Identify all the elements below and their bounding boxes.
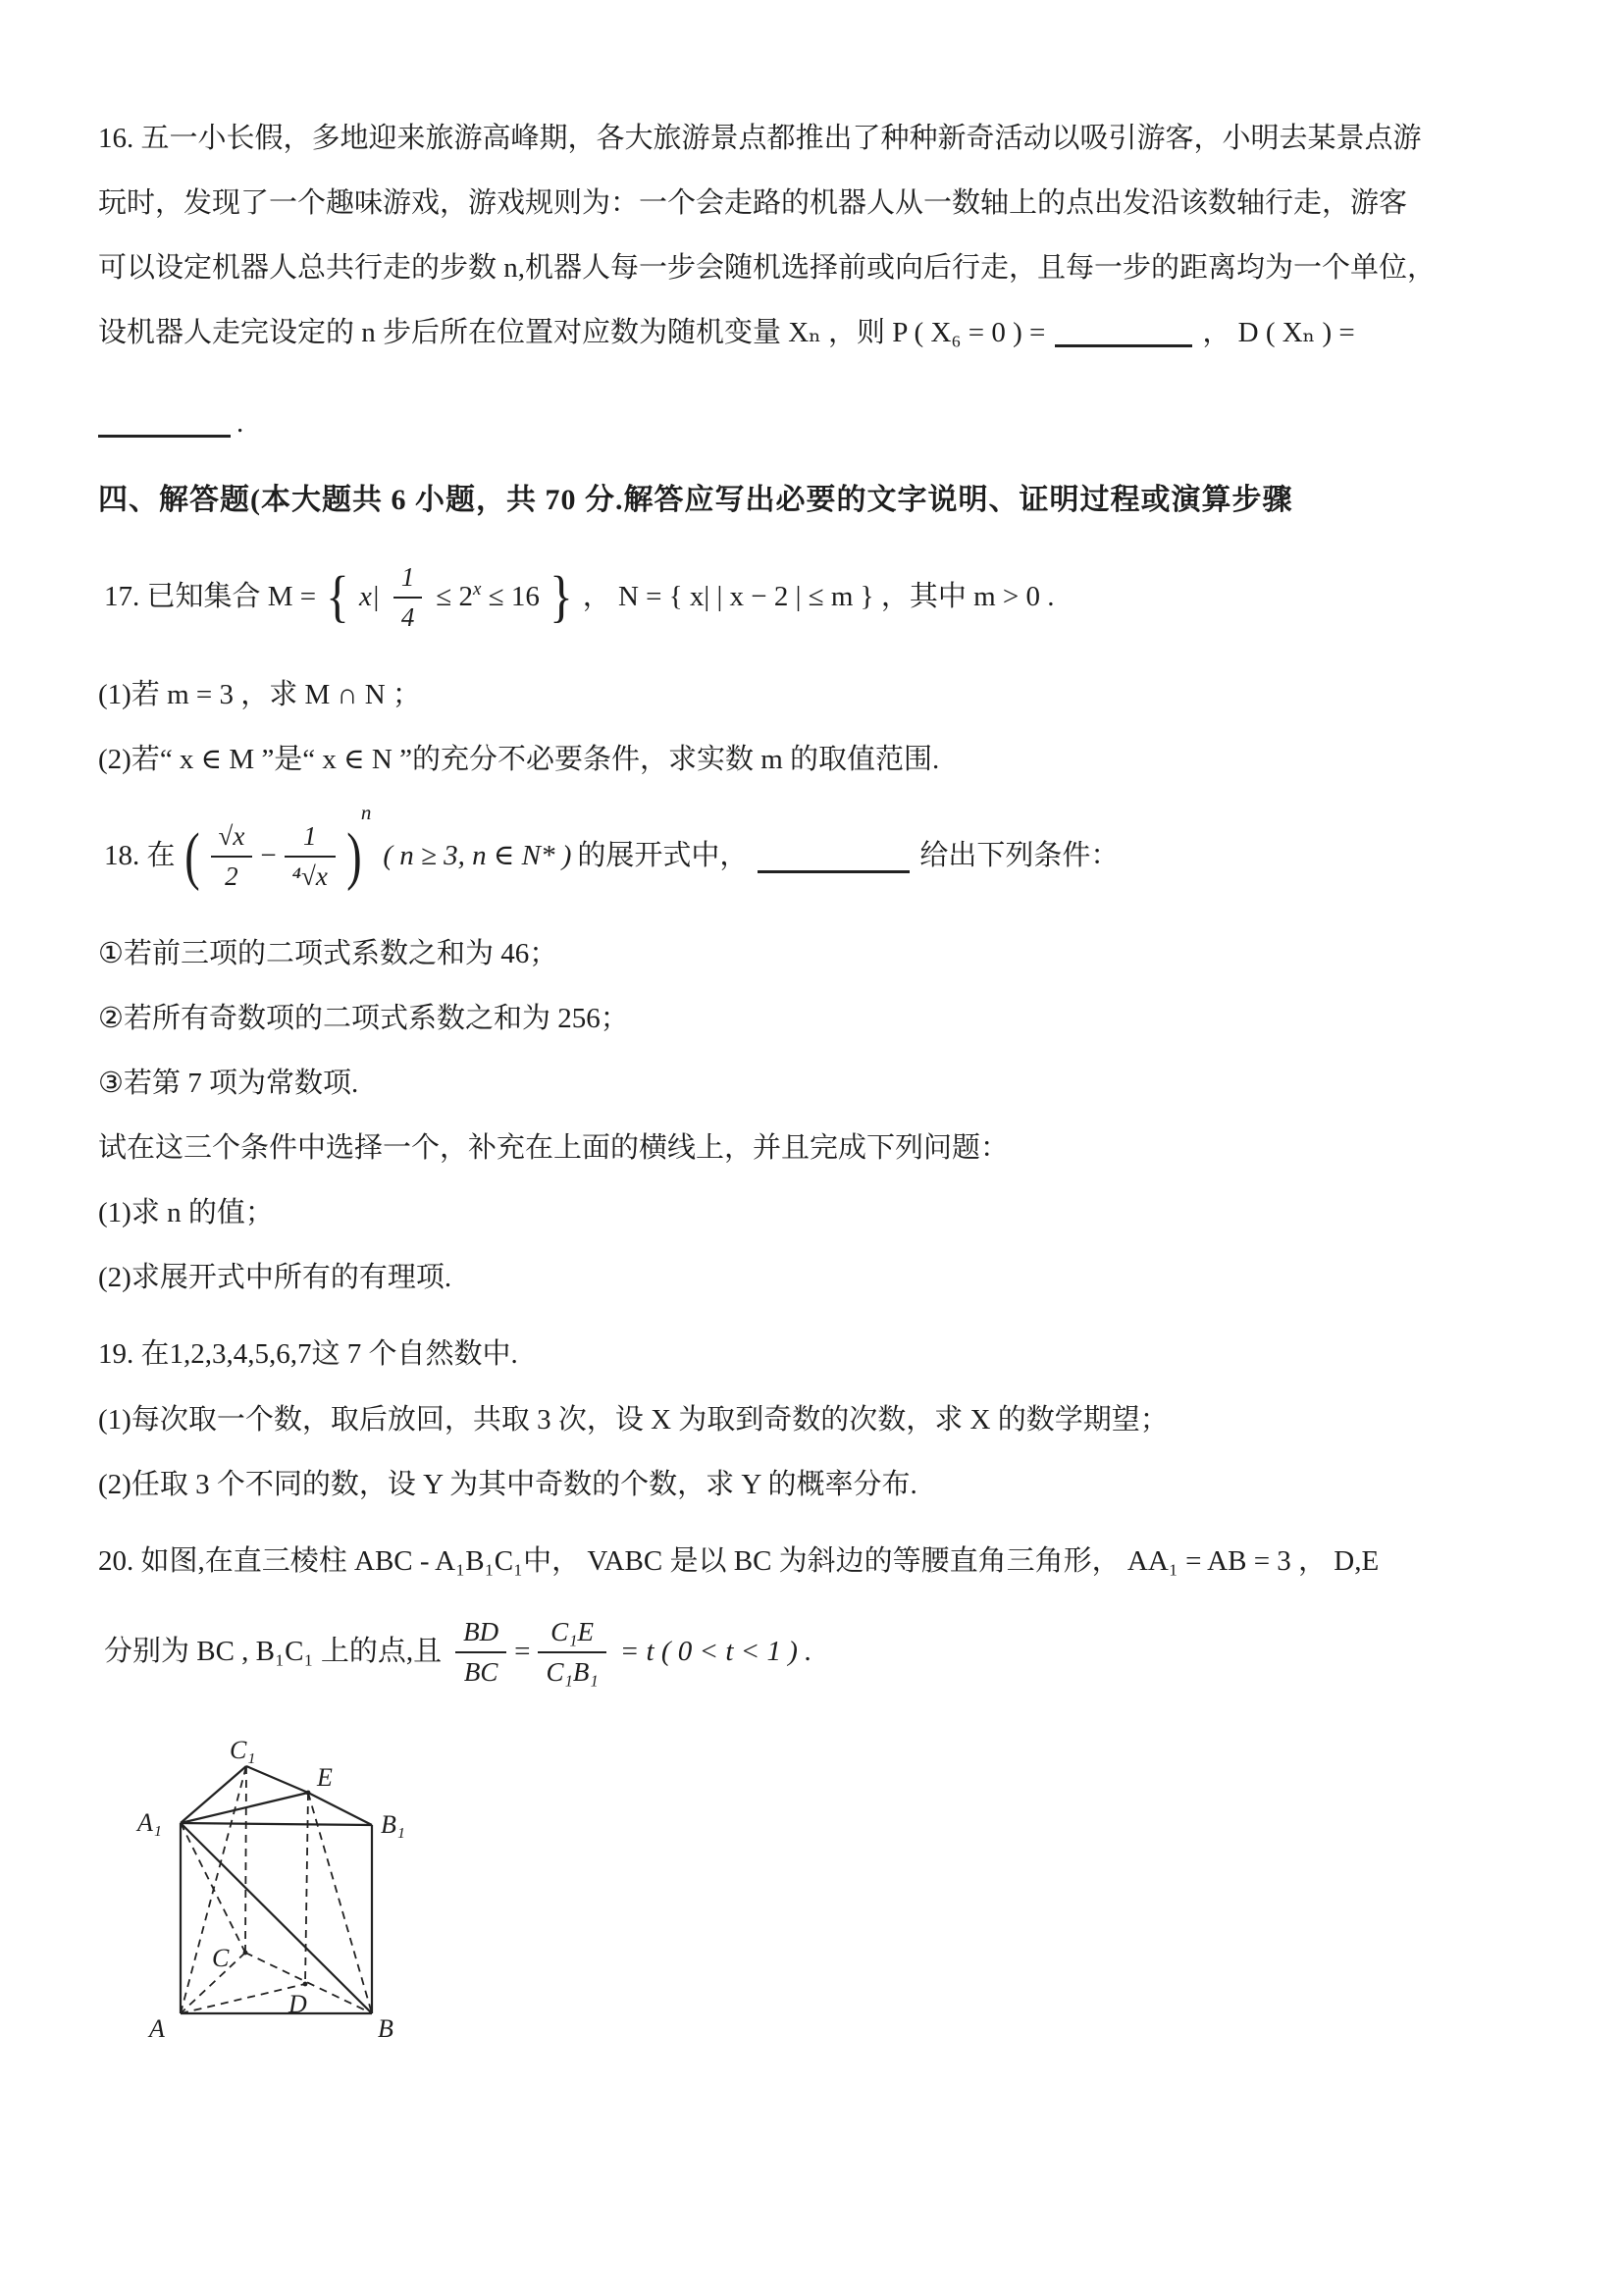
q16-line3: 可以设定机器人总共行走的步数 n,机器人每一步会随机选择前或向后行走，且每一步的距离均为一个单位， — [98, 252, 1437, 285]
q16-line1: 16. 五一小长假，多地迎来旅游高峰期，各大旅游景点都推出了种种新奇活动以吸引游客，小明去某景点游 — [98, 123, 1422, 154]
question-17 — [98, 539, 1525, 792]
q20-line2-prefix: 分别为 BC , B₁C₁ 上的点,且 — [104, 1636, 443, 1668]
q19-item-1: (1)每次取一个数，取后放回，共取 3 次，设 X 为取到奇数的次数，求 X 的数学期望； — [98, 1403, 1169, 1435]
q18-item-1: (1)求 n 的值； — [98, 1197, 274, 1229]
q17-item-2: (2)若“ x ∈ M ”是“ x ∈ N ”的充分不必要条件，求实数 m 的取值范围. — [98, 743, 940, 775]
question-20 — [98, 1529, 1525, 2075]
vertex-label-b: B — [378, 2013, 393, 2043]
left-paren: ( — [183, 820, 200, 893]
q17-exponent: x — [473, 579, 482, 600]
q18-fraction-2 — [285, 819, 336, 894]
fraction-denominator: C₁B₁ — [546, 1656, 599, 1687]
q17-item-1: (1)若 m = 3 ，求 M ∩ N ； — [98, 678, 421, 710]
vertex-label-d: D — [288, 1989, 307, 2018]
q18-condition-1: ①若前三项的二项式系数之和为 46； — [98, 937, 558, 969]
q17-statement — [98, 539, 1525, 656]
fraction-denominator: ⁴√x — [291, 861, 328, 891]
q16-line5-period: . — [236, 407, 244, 440]
fraction-numerator: 1 — [285, 819, 336, 858]
q16-line4 — [98, 300, 1525, 365]
fraction-numerator: BD — [455, 1615, 506, 1653]
q17-ineq-right: ≤ 16 — [488, 581, 540, 613]
dashed-edges — [181, 1766, 372, 2013]
vertex-label-b1: B₁ — [381, 1809, 405, 1839]
section-4-header: 四、解答题(本大题共 6 小题，共 70 分.解答应写出必要的文字说明、证明过程或演算步骤 — [98, 483, 1293, 516]
vertex-label-a: A — [149, 2013, 165, 2043]
left-brace: { — [326, 564, 349, 629]
vertex-label-c: C — [212, 1943, 230, 1972]
vertex-label-a1: A₁ — [137, 1807, 162, 1837]
answer-blank-1 — [1055, 314, 1192, 347]
q20-line1: 20. 如图,在直三棱柱 ABC - A₁B₁C₁中， VABC 是以 BC 为斜边的等腰直角三角形， AA₁ = AB = 3 ， D,E — [98, 1544, 1380, 1577]
minus-sign: − — [260, 839, 277, 871]
question-18 — [98, 798, 1525, 1311]
q18-statement — [98, 798, 1525, 915]
q18-fraction-1 — [211, 819, 253, 894]
q17-fraction — [393, 560, 423, 635]
q18-post-text: 给出下列条件： — [919, 839, 1120, 871]
prism-figure — [135, 1737, 1525, 2075]
q18-prefix: 18. 在 — [104, 839, 176, 871]
fraction-denominator: 4 — [400, 601, 415, 632]
fraction-numerator: C₁E — [538, 1615, 605, 1653]
question-16 — [98, 106, 1525, 456]
right-brace: } — [549, 564, 573, 629]
q18-condition: ( n ≥ 3, n ∈ N* ) — [383, 839, 572, 871]
q18-item-2: (2)求展开式中所有的有理项. — [98, 1262, 452, 1294]
q16-line4-text: 设机器人走完设定的 n 步后所在位置对应数为随机变量 Xₙ ，则 P ( X₆ = 0 ) = — [98, 317, 1046, 349]
equals-sign: = — [514, 1636, 531, 1668]
vertex-dots — [243, 1790, 311, 1986]
q20-line2 — [98, 1593, 1525, 1711]
q18-instruction: 试在这三个条件中选择一个，补充在上面的横线上，并且完成下列问题： — [98, 1132, 1010, 1165]
q20-line2-suffix: = t ( 0 < t < 1 ) . — [619, 1636, 812, 1668]
q16-line5 — [98, 391, 1525, 455]
q20-fraction-2 — [538, 1615, 605, 1690]
prism-figure-svg — [135, 1737, 449, 2070]
vertex-label-c1: C₁ — [230, 1736, 256, 1764]
q19-item-2: (2)任取 3 个不同的数，设 Y 为其中奇数的个数，求 Y 的概率分布. — [98, 1468, 917, 1500]
q17-prefix: 17. 已知集合 M = — [104, 580, 317, 612]
q17-set-var: x| — [359, 580, 380, 612]
fraction-numerator: √x — [211, 819, 253, 858]
q16-line2: 玩时，发现了一个趣味游戏，游戏规则为：一个会走路的机器人从一数轴上的点出发沿该数轴行走，游客 — [98, 187, 1408, 220]
fraction-denominator: BC — [463, 1656, 498, 1687]
answer-blank-3 — [758, 840, 910, 873]
q20-fraction-1 — [455, 1615, 506, 1690]
q18-exponent: n — [360, 800, 372, 824]
right-paren: ) — [346, 820, 362, 893]
q16-line4-text2: ， D ( Xₙ ) = — [1202, 317, 1355, 349]
question-19 — [98, 1322, 1525, 1516]
vertex-label-e: E — [317, 1762, 333, 1792]
q17-ineq-base: ≤ 2 — [436, 581, 474, 613]
q18-mid-text: 的展开式中， — [577, 839, 749, 871]
q18-condition-2: ②若所有奇数项的二项式系数之和为 256； — [98, 1002, 629, 1034]
q19-statement: 19. 在1,2,3,4,5,6,7这 7 个自然数中. — [98, 1338, 518, 1371]
q17-suffix: ， N = { x| | x − 2 | ≤ m } ，其中 m > 0 . — [582, 580, 1055, 612]
q17-inequality-left — [430, 578, 546, 616]
fraction-denominator: 2 — [225, 861, 238, 891]
answer-blank-2 — [98, 404, 231, 438]
solid-edges — [181, 1766, 372, 2013]
fraction-numerator: 1 — [393, 560, 423, 599]
q18-condition-3: ③若第 7 项为常数项. — [98, 1067, 359, 1099]
